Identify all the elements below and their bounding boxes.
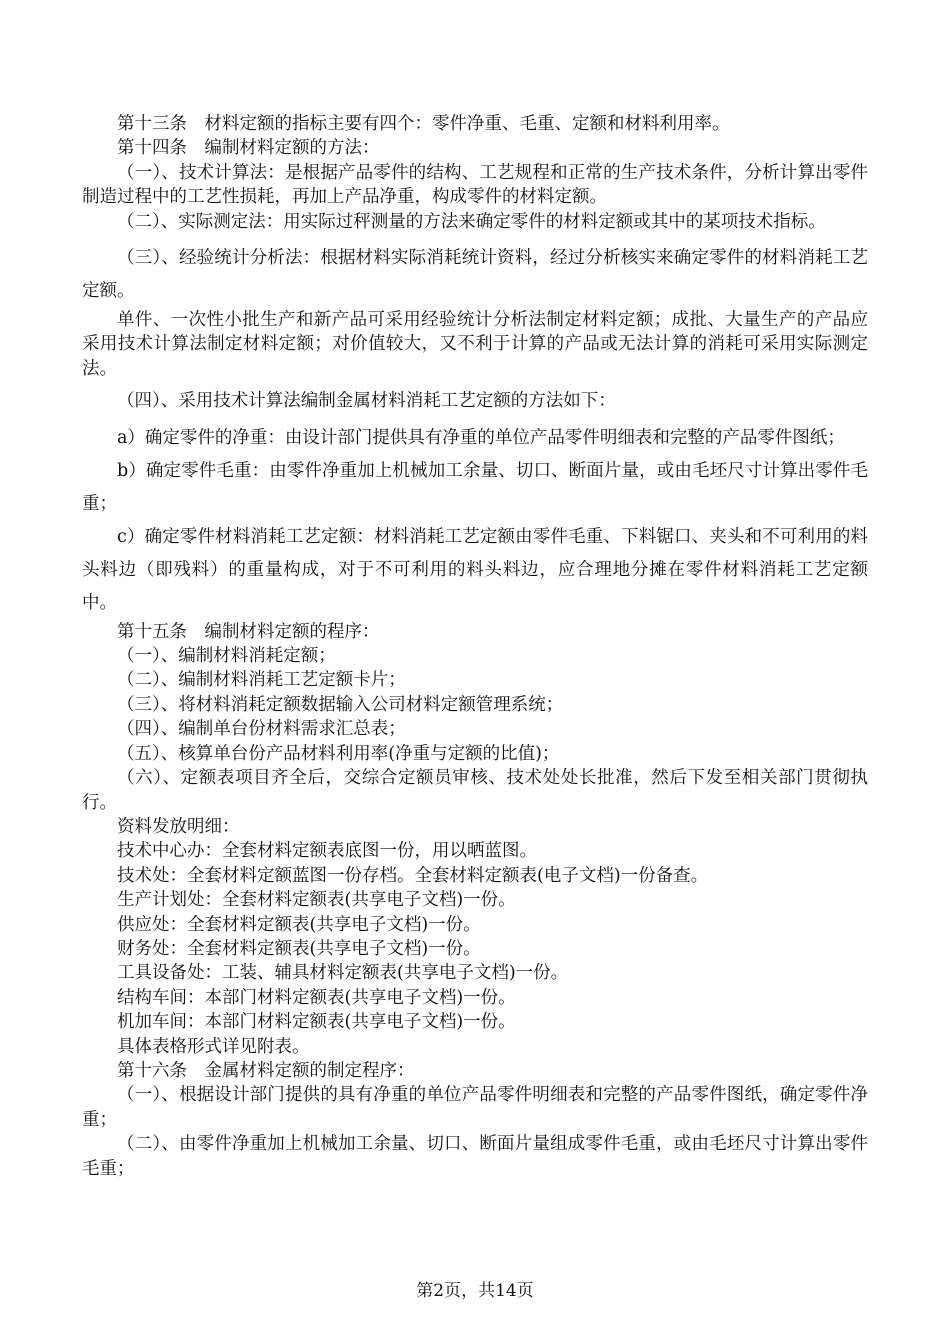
distribution-item: 技术处：全套材料定额蓝图一份存档。全套材料定额表(电子文档)一份备查。 — [117, 865, 709, 886]
article-14-method-3: （三）、经验统计分析法：根据材料实际消耗统计资料，经过分析核实来确定零件的材料消耗工艺定额。 — [82, 248, 868, 302]
article-16-step-1: （一）、根据设计部门提供的具有净重的单位产品零件明细表和完整的产品零件图纸，确定零件净重； — [82, 1085, 868, 1130]
article-16-step-2: （二）、由零件净重加上机械加工余量、切口、断面片量组成零件毛重，或由毛坯尺寸计算出零件毛重； — [82, 1134, 868, 1179]
distribution-item: 工具设备处：工装、辅具材料定额表(共享电子文档)一份。 — [117, 963, 569, 984]
distribution-item: 机加车间：本部门材料定额表(共享电子文档)一份。 — [117, 1012, 516, 1033]
article-15-step-4: （四）、编制单台份材料需求汇总表； — [117, 719, 406, 740]
article-14-note: 单件、一次性小批生产和新产品可采用经验统计分析法制定材料定额；成批、大量生产的产品应采用技术计算法制定材料定额；对价值较大，又不利于计算的产品或无法计算的消耗可采用实际测定法。 — [82, 310, 868, 379]
article-14-method-1: （一）、技术计算法：是根据产品零件的结构、工艺规程和正常的生产技术条件，分析计算出零件制造过程中的工艺性损耗，再加上产品净重，构成零件的材料定额。 — [82, 162, 868, 208]
article-14-method-4: （四）、采用技术计算法编制金属材料消耗工艺定额的方法如下： — [117, 391, 616, 412]
article-16-heading: 第十六条 金属材料定额的制定程序： — [117, 1060, 415, 1081]
article-14-method-2: （二）、实际测定法：用实际过秤测量的方法来确定零件的材料定额或其中的某项技术指标。 — [117, 211, 826, 232]
article-14-step-c: c）确定零件材料消耗工艺定额：材料消耗工艺定额由零件毛重、下料锯口、夹头和不可利用的料头料边（即残料）的重量构成，对于不可利用的料头料边，应合理地分摊在零件材料消耗工艺定额中。 — [82, 526, 868, 613]
article-15-step-5: （五）、核算单台份产品材料利用率(净重与定额的比值)； — [117, 743, 560, 764]
distribution-item: 供应处：全套材料定额表(共享电子文档)一份。 — [117, 914, 481, 935]
distribution-title: 资料发放明细： — [117, 816, 240, 837]
article-15-step-6: （六）、定额表项目齐全后，交综合定额员审核、技术处处长批准，然后下发至相关部门贯彻执行。 — [82, 768, 868, 813]
distribution-item: 财务处：全套材料定额表(共享电子文档)一份。 — [117, 938, 481, 959]
article-15-step-1: （一）、编制材料消耗定额； — [117, 646, 336, 667]
article-15-step-2: （二）、编制材料消耗工艺定额卡片； — [117, 670, 406, 691]
distribution-item: 技术中心办：全套材料定额表底图一份，用以晒蓝图。 — [117, 841, 537, 862]
document-body — [82, 112, 868, 1181]
article-14-step-b: b）确定零件毛重：由零件净重加上机械加工余量、切口、断面片量，或由毛坯尺寸计算出零件毛重； — [82, 460, 868, 514]
page-number: 第2页，共14页 — [416, 1281, 534, 1301]
article-14-heading: 第十四条 编制材料定额的方法： — [117, 138, 380, 159]
article-14-step-a: a）确定零件的净重：由设计部门提供具有净重的单位产品零件明细表和完整的产品零件图纸； — [117, 427, 845, 448]
article-15-heading: 第十五条 编制材料定额的程序： — [117, 621, 380, 642]
article-13: 第十三条 材料定额的指标主要有四个：零件净重、毛重、定额和材料利用率。 — [117, 114, 730, 134]
distribution-item: 结构车间：本部门材料定额表(共享电子文档)一份。 — [117, 987, 516, 1008]
article-15-step-3: （三）、将材料消耗定额数据输入公司材料定额管理系统； — [117, 694, 564, 715]
distribution-item: 生产计划处：全套材料定额表(共享电子文档)一份。 — [117, 890, 516, 911]
distribution-note: 具体表格形式详见附表。 — [117, 1036, 310, 1057]
